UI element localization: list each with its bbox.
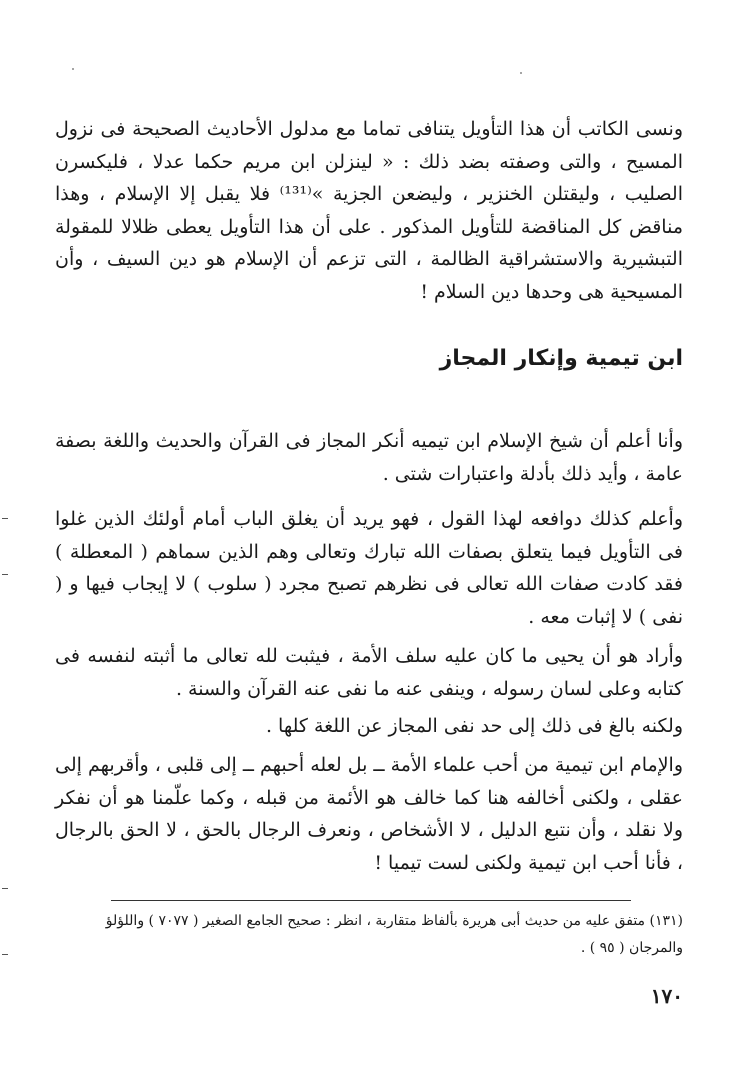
page-number: ١٧٠ <box>650 984 683 1008</box>
footnote-separator <box>111 900 631 901</box>
paragraph-1: ونسى الكاتب أن هذا التأويل يتنافى تماما مع مدلول الأحاديث الصحيحة فى نزول المسيح ، والتى وصفته بضد ذلك : « لينزلن ابن مريم حكما عدلا ، فليكسرن الصليب ، وليقتلن الخنزير ، وليضعن الجزية »⁽¹³¹⁾ فلا يقبل إلا الإسلام ، وهذا مناقض كل المناقضة للتأويل المذكور . على أن هذا التأويل يعطى ظلالا للمقولة التبشيرية والاستشراقية الظالمة ، التى تزعم أن الإسلام هو دين السيف ، وأن المسيحية هى وحدها دين السلام ! <box>55 118 683 303</box>
scan-speck <box>72 68 74 70</box>
section-heading: ابن تيمية وإنكار المجاز <box>439 346 683 371</box>
paragraph-5: ولكنه بالغ فى ذلك إلى حد نفى المجاز عن اللغة كلها . <box>265 715 683 737</box>
paragraph-4: وأراد هو أن يحيى ما كان عليه سلف الأمة ، فيثبت لله تعالى ما أثبته لنفسه فى كتابه وعلى لسان رسوله ، وينفى عنه ما نفى عنه القرآن والسنة . <box>55 645 683 700</box>
scan-speck <box>520 72 522 74</box>
paragraph-6: والإمام ابن تيمية من أحب علماء الأمة ــ بل لعله أحبهم ــ إلى قلبى ، وأقربهم إلى عقلى ، ولكنى أخالفه هنا كما خالف هو الأئمة من قبله ، وكما علّمنا هو أن نفكر ولا نقلد ، وأن نتبع الدليل ، لا الأشخاص ، ونعرف الرجال بالحق ، لا الحق بالرجال ، فأنا أحب ابن تيمية ولكنى لست تيميا ! <box>55 754 683 874</box>
scan-edge-mark <box>2 954 8 955</box>
scan-edge-mark <box>2 888 8 889</box>
footnote: (١٣١) متفق عليه من حديث أبى هريرة بألفاظ متقاربة ، انظر : صحيح الجامع الصغير ( ٧٠٧٧ ) واللؤلؤ والمرجان ( ٩٥ ) . <box>105 913 683 956</box>
scan-edge-mark <box>2 518 8 519</box>
paragraph-3: وأعلم كذلك دوافعه لهذا القول ، فهو يريد أن يغلق الباب أمام أولئك الذين غلوا فى التأويل فيما يتعلق بصفات الله تبارك وتعالى وهم الذين سماهم ( المعطلة ) فقد كادت صفات الله تعالى فى نظرهم تصبح مجرد ( سلوب ) لا إيجاب فيها و ( نفى ) لا إثبات معه . <box>55 508 683 628</box>
scan-edge-mark <box>2 574 8 575</box>
paragraph-2: وأنا أعلم أن شيخ الإسلام ابن تيميه أنكر المجاز فى القرآن والحديث واللغة بصفة عامة ، وأيد ذلك بأدلة واعتبارات شتى . <box>55 430 683 485</box>
